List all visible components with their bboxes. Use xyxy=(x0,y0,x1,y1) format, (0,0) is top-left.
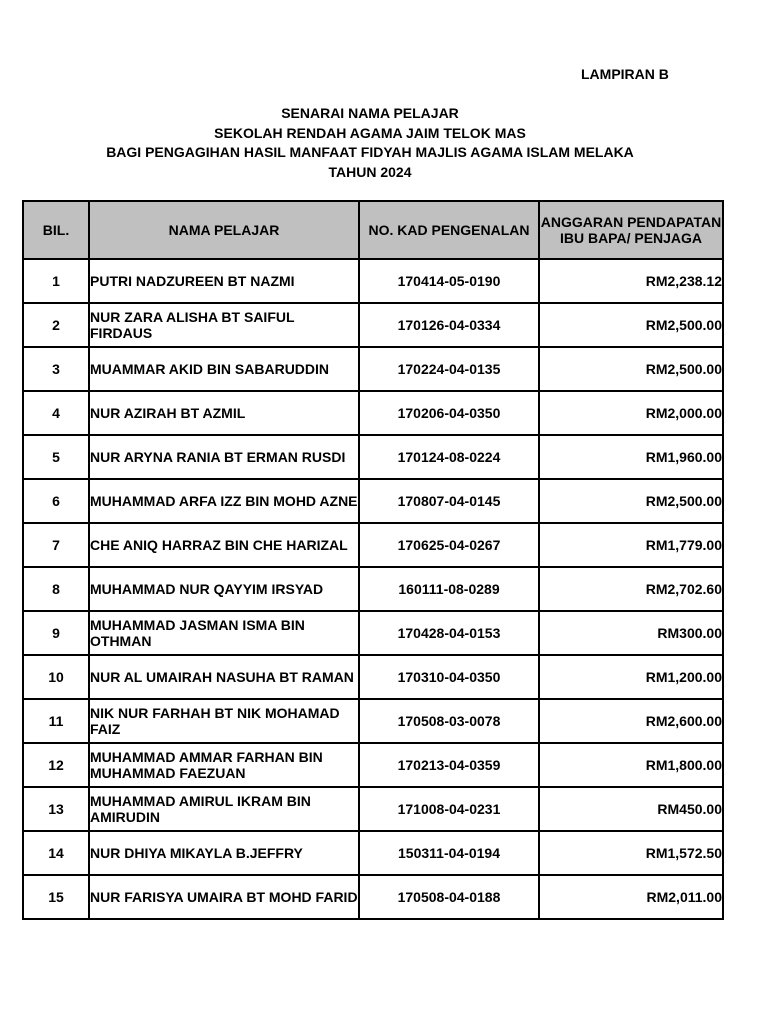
cell-bil: 6 xyxy=(23,479,89,523)
cell-ic: 170310-04-0350 xyxy=(359,655,539,699)
column-header-bil: BIL. xyxy=(23,201,89,259)
cell-nama: CHE ANIQ HARRAZ BIN CHE HARIZAL xyxy=(89,523,359,567)
cell-bil: 14 xyxy=(23,831,89,875)
table-row xyxy=(23,655,723,699)
column-header-nama: NAMA PELAJAR xyxy=(89,201,359,259)
title-line-3: BAGI PENGAGIHAN HASIL MANFAAT FIDYAH MAJLIS AGAMA ISLAM MELAKA xyxy=(106,144,634,160)
table-row xyxy=(23,787,723,831)
cell-income: RM1,779.00 xyxy=(539,523,723,567)
column-header-ic: NO. KAD PENGENALAN xyxy=(359,201,539,259)
cell-bil: 10 xyxy=(23,655,89,699)
table-row xyxy=(23,831,723,875)
cell-bil: 5 xyxy=(23,435,89,479)
table-row xyxy=(23,391,723,435)
table-row xyxy=(23,435,723,479)
cell-bil: 8 xyxy=(23,567,89,611)
table-row xyxy=(23,875,723,919)
cell-income: RM2,500.00 xyxy=(539,347,723,391)
cell-ic: 150311-04-0194 xyxy=(359,831,539,875)
cell-nama: PUTRI NADZUREEN BT NAZMI xyxy=(89,259,359,303)
cell-income: RM1,800.00 xyxy=(539,743,723,787)
cell-bil: 9 xyxy=(23,611,89,655)
title-line-4: TAHUN 2024 xyxy=(328,163,412,180)
cell-nama: MUHAMMAD JASMAN ISMA BIN OTHMAN xyxy=(89,611,359,655)
cell-ic: 170414-05-0190 xyxy=(359,259,539,303)
cell-nama: NUR ZARA ALISHA BT SAIFUL FIRDAUS xyxy=(89,303,359,347)
cell-income: RM2,500.00 xyxy=(539,479,723,523)
cell-bil: 7 xyxy=(23,523,89,567)
table-row xyxy=(23,611,723,655)
title-line-1: SENARAI NAMA PELAJAR xyxy=(281,105,459,121)
table-row xyxy=(23,699,723,743)
cell-bil: 15 xyxy=(23,875,89,919)
title-line-2: SEKOLAH RENDAH AGAMA JAIM TELOK MAS xyxy=(214,124,526,141)
cell-nama: NUR DHIYA MIKAYLA B.JEFFRY xyxy=(89,831,359,875)
cell-income: RM450.00 xyxy=(539,787,723,831)
student-list-table xyxy=(22,200,724,920)
cell-ic: 171008-04-0231 xyxy=(359,787,539,831)
cell-ic: 170428-04-0153 xyxy=(359,611,539,655)
cell-income: RM1,200.00 xyxy=(539,655,723,699)
cell-ic: 170625-04-0267 xyxy=(359,523,539,567)
cell-nama: NIK NUR FARHAH BT NIK MOHAMAD FAIZ xyxy=(89,699,359,743)
column-header-income: ANGGARAN PENDAPATAN IBU BAPA/ PENJAGA xyxy=(539,201,723,259)
cell-income: RM2,600.00 xyxy=(539,699,723,743)
cell-nama: NUR FARISYA UMAIRA BT MOHD FARID xyxy=(89,875,359,919)
cell-ic: 170508-04-0188 xyxy=(359,875,539,919)
table-header-row xyxy=(23,201,723,259)
cell-income: RM1,572.50 xyxy=(539,831,723,875)
cell-ic: 160111-08-0289 xyxy=(359,567,539,611)
cell-nama: NUR AZIRAH BT AZMIL xyxy=(89,391,359,435)
table-row xyxy=(23,567,723,611)
cell-ic: 170807-04-0145 xyxy=(359,479,539,523)
table-body xyxy=(23,259,723,919)
table-row xyxy=(23,303,723,347)
table-row xyxy=(23,479,723,523)
cell-income: RM300.00 xyxy=(539,611,723,655)
cell-income: RM2,702.60 xyxy=(539,567,723,611)
cell-ic: 170206-04-0350 xyxy=(359,391,539,435)
table-row xyxy=(23,523,723,567)
cell-nama: NUR AL UMAIRAH NASUHA BT RAMAN xyxy=(89,655,359,699)
cell-bil: 13 xyxy=(23,787,89,831)
cell-ic: 170124-08-0224 xyxy=(359,435,539,479)
cell-nama: MUHAMMAD AMIRUL IKRAM BIN AMIRUDIN xyxy=(89,787,359,831)
cell-income: RM2,500.00 xyxy=(539,303,723,347)
cell-bil: 2 xyxy=(23,303,89,347)
cell-ic: 170508-03-0078 xyxy=(359,699,539,743)
cell-ic: 170224-04-0135 xyxy=(359,347,539,391)
lampiran-label: LAMPIRAN B xyxy=(581,66,669,82)
cell-bil: 4 xyxy=(23,391,89,435)
cell-ic: 170126-04-0334 xyxy=(359,303,539,347)
table-row xyxy=(23,743,723,787)
cell-income: RM2,238.12 xyxy=(539,259,723,303)
cell-bil: 12 xyxy=(23,743,89,787)
cell-income: RM2,011.00 xyxy=(539,875,723,919)
cell-nama: MUHAMMAD NUR QAYYIM IRSYAD xyxy=(89,567,359,611)
cell-bil: 3 xyxy=(23,347,89,391)
cell-nama: MUHAMMAD AMMAR FARHAN BIN MUHAMMAD FAEZUAN xyxy=(89,743,359,787)
table-row xyxy=(23,259,723,303)
cell-ic: 170213-04-0359 xyxy=(359,743,539,787)
table-row xyxy=(23,347,723,391)
cell-nama: MUHAMMAD ARFA IZZ BIN MOHD AZNE xyxy=(89,479,359,523)
cell-bil: 1 xyxy=(23,259,89,303)
cell-nama: NUR ARYNA RANIA BT ERMAN RUSDI xyxy=(89,435,359,479)
cell-income: RM1,960.00 xyxy=(539,435,723,479)
cell-bil: 11 xyxy=(23,699,89,743)
cell-income: RM2,000.00 xyxy=(539,391,723,435)
document-title-block xyxy=(0,104,740,182)
cell-nama: MUAMMAR AKID BIN SABARUDDIN xyxy=(89,347,359,391)
